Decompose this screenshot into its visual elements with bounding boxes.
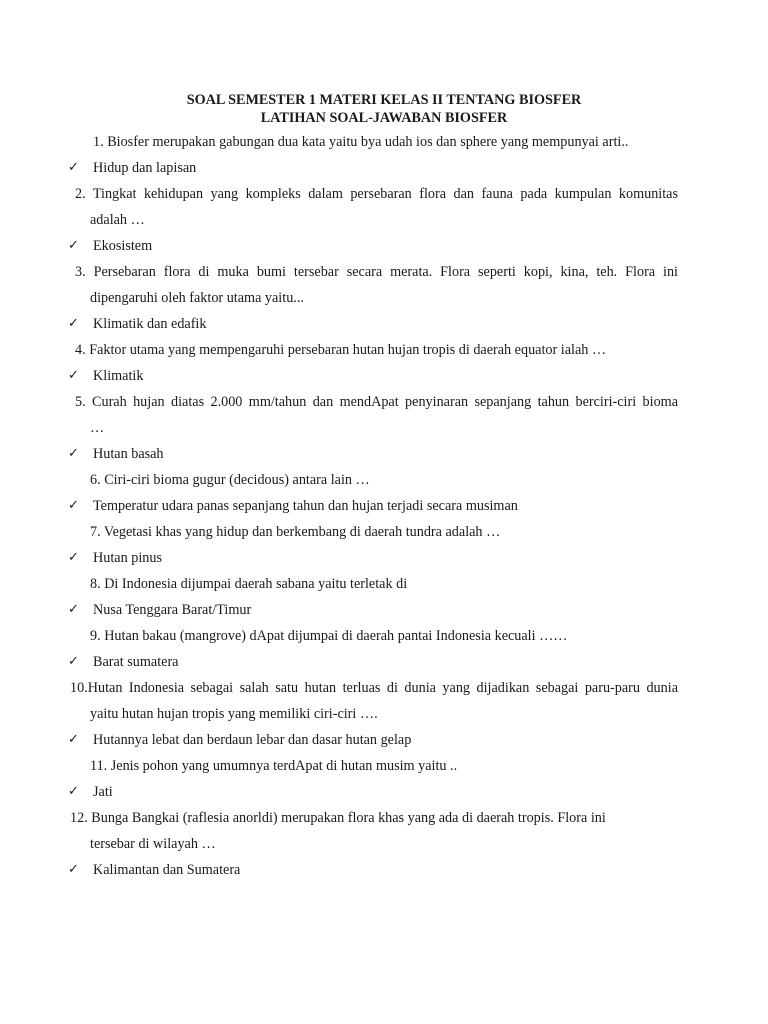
answer-7: Hutan pinus xyxy=(93,550,162,566)
check-icon: ✓ xyxy=(68,550,79,565)
answer-11: Jati xyxy=(93,784,113,800)
question-7: 7. Vegetasi khas yang hidup dan berkembang di daerah tundra adalah … xyxy=(90,524,501,540)
answer-4: Klimatik xyxy=(93,368,144,384)
check-icon: ✓ xyxy=(68,160,79,175)
answer-3: Klimatik dan edafik xyxy=(93,316,207,332)
question-1: 1. Biosfer merupakan gabungan dua kata yaitu bya udah ios dan sphere yang mempunyai arti.. xyxy=(93,134,629,150)
check-icon: ✓ xyxy=(68,368,79,383)
question-5-cont: … xyxy=(90,420,105,436)
answer-12: Kalimantan dan Sumatera xyxy=(93,862,241,878)
document-subtitle: LATIHAN SOAL-JAWABAN BIOSFER xyxy=(260,110,508,126)
answer-2: Ekosistem xyxy=(93,238,153,254)
check-icon: ✓ xyxy=(68,602,79,617)
question-12: 12. Bunga Bangkai (raflesia anorldi) merupakan flora khas yang ada di daerah tropis. Flora ini xyxy=(70,810,606,826)
check-icon: ✓ xyxy=(68,862,79,877)
answer-5: Hutan basah xyxy=(93,446,164,462)
check-icon: ✓ xyxy=(68,446,79,461)
question-12-cont: tersebar di wilayah … xyxy=(90,836,216,852)
check-icon: ✓ xyxy=(68,498,79,513)
question-9: 9. Hutan bakau (mangrove) dApat dijumpai di daerah pantai Indonesia kecuali …… xyxy=(90,628,568,644)
answer-9: Barat sumatera xyxy=(93,654,179,670)
check-icon: ✓ xyxy=(68,238,79,253)
check-icon: ✓ xyxy=(68,732,79,747)
question-3: 3. Persebaran flora di muka bumi tersebar secara merata. Flora seperti kopi, kina, teh. Flora ini xyxy=(75,264,678,280)
question-10-cont: yaitu hutan hujan tropis yang memiliki ciri-ciri …. xyxy=(90,706,378,722)
question-10: 10.Hutan Indonesia sebagai salah satu hutan terluas di dunia yang dijadikan sebagai paru-paru dunia xyxy=(70,680,678,696)
question-6: 6. Ciri-ciri bioma gugur (decidous) antara lain … xyxy=(90,472,370,488)
check-icon: ✓ xyxy=(68,654,79,669)
answer-10: Hutannya lebat dan berdaun lebar dan dasar hutan gelap xyxy=(93,732,412,748)
question-2-cont: adalah … xyxy=(90,212,145,228)
check-icon: ✓ xyxy=(68,316,79,331)
answer-6: Temperatur udara panas sepanjang tahun dan hujan terjadi secara musiman xyxy=(93,498,518,514)
answer-1: Hidup dan lapisan xyxy=(93,160,197,176)
question-8: 8. Di Indonesia dijumpai daerah sabana yaitu terletak di xyxy=(90,576,408,592)
question-4: 4. Faktor utama yang mempengaruhi persebaran hutan hujan tropis di daerah equator ialah … xyxy=(75,342,607,358)
document-title: SOAL SEMESTER 1 MATERI KELAS II TENTANG BIOSFER xyxy=(186,92,582,108)
question-3-cont: dipengaruhi oleh faktor utama yaitu... xyxy=(90,290,304,306)
question-2: 2. Tingkat kehidupan yang kompleks dalam persebaran flora dan fauna pada kumpulan komunitas xyxy=(75,186,678,202)
question-11: 11. Jenis pohon yang umumnya terdApat di hutan musim yaitu .. xyxy=(90,758,458,774)
check-icon: ✓ xyxy=(68,784,79,799)
question-5: 5. Curah hujan diatas 2.000 mm/tahun dan mendApat penyinaran sepanjang tahun berciri-ciri bioma xyxy=(75,394,678,410)
answer-8: Nusa Tenggara Barat/Timur xyxy=(93,602,252,618)
